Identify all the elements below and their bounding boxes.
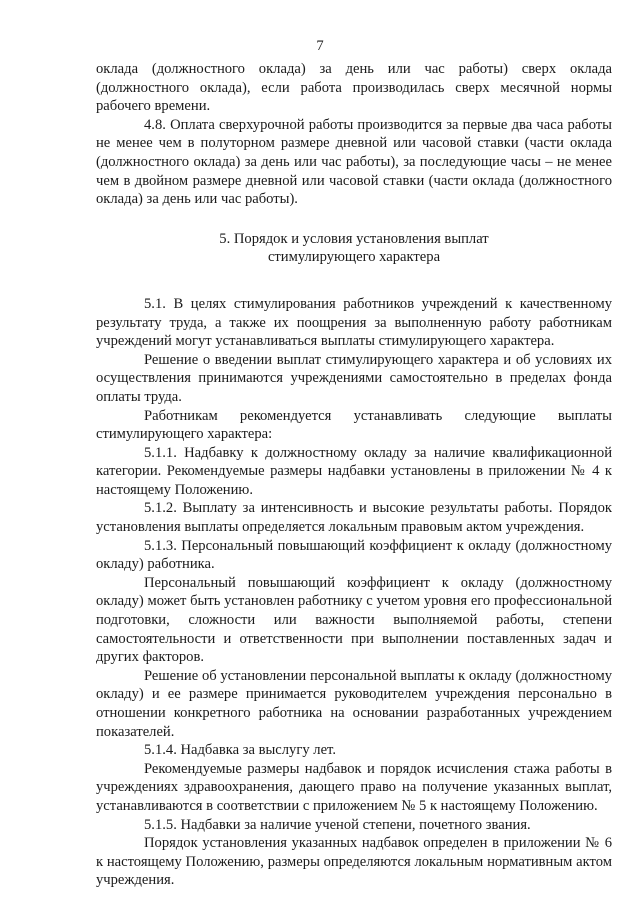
paragraph-5-1-1: 5.1.1. Надбавку к должностному окладу за наличие квалификационной категории. Рекомендуемые размеры надбавки установлены в приложении № 4 к настоящему Положению.	[96, 444, 612, 498]
page-number: 7	[316, 38, 324, 54]
paragraph-continuation: оклада (должностного оклада) за день или час работы) сверх оклада (должностного оклада), если работа производилась сверх месячной нормы рабочего времени.	[96, 61, 612, 115]
page-body	[96, 60, 612, 890]
section-title-line-1: 5. Порядок и условия установления выплат	[219, 230, 489, 247]
paragraph-5-1: 5.1. В целях стимулирования работников учреждений к качественному результату труда, а также их поощрения за выполненную работу работникам учреждений могут устанавливаться выплаты стимулирующего характера.	[96, 295, 612, 350]
paragraph-decision: Решение о введении выплат стимулирующего характера и об условиях их осуществления принимаются учреждениями самостоятельно в пределах фонда оплаты труда.	[96, 351, 612, 405]
paragraph-5-1-2: 5.1.2. Выплату за интенсивность и высокие результаты работы. Порядок установления выплаты определяется локальным правовым актом учреждения.	[96, 500, 612, 536]
paragraph-5-1-4: 5.1.4. Надбавка за выслугу лет.	[144, 742, 336, 759]
paragraph-recommended: Работникам рекомендуется устанавливать следующие выплаты стимулирующего характера:	[96, 407, 612, 443]
paragraph-5-1-5: 5.1.5. Надбавки за наличие ученой степени, почетного звания.	[144, 816, 531, 833]
paragraph-4-8: 4.8. Оплата сверхурочной работы производится за первые два часа работы не менее чем в полуторном размере дневной или часовой ставки (части оклада (должностного оклада) за день или час работы), за последующие часы – не менее чем в двойном размере дневной или часовой ставки (части оклада (должностного оклада) за день или час работы).	[96, 116, 612, 208]
paragraph-coefficient: Персональный повышающий коэффициент к окладу (должностному окладу) может быть установлен работнику с учетом уровня его профессиональной подготовки, сложности или важности выполняемой работы, степени самостоятельности и ответственности при выполнении поставленных задач и других факторов.	[96, 574, 612, 666]
paragraph-degree-order: Порядок установления указанных надбавок определен в приложении № 6 к настоящему Положению, размеры определяются локальным нормативным актом учреждения.	[96, 835, 612, 889]
section-title-line-2: стимулирующего характера	[267, 249, 441, 266]
paragraph-seniority: Рекомендуемые размеры надбавок и порядок исчисления стажа работы в учреждениях здравоохранения, дающего право на получение указанных выплат, устанавливаются в соответствии с приложением № 5 к настоящему Положению.	[96, 760, 612, 814]
paragraph-personal-decision: Решение об установлении персональной выплаты к окладу (должностному окладу) и ее размере принимается руководителем учреждения персонально в отношении конкретного работника на основании разработанных учреждением показателей.	[96, 667, 612, 740]
paragraph-5-1-3: 5.1.3. Персональный повышающий коэффициент к окладу (должностному окладу) работника.	[96, 537, 612, 573]
